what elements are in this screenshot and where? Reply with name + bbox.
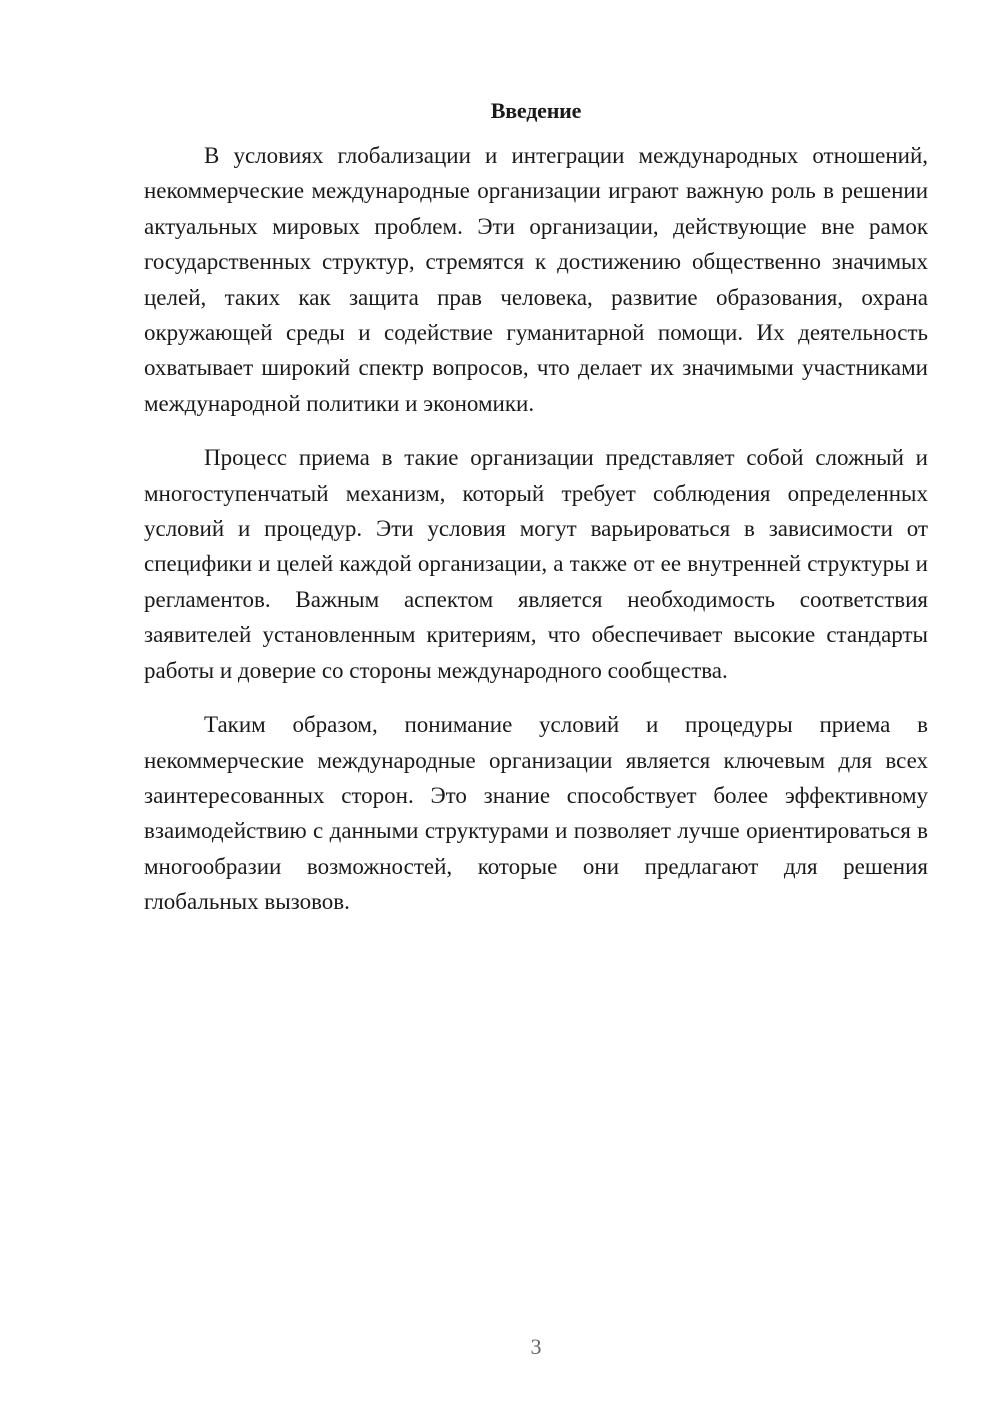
- paragraph-1: В условиях глобализации и интеграции международных отношений, некоммерческие международные организации играют важную роль в решении актуальных мировых проблем. Эти организации, действующие вне рамок государственных структур, стремятся к достижению общественно значимых целей, таких как защита прав человека, развитие образования, охрана окружающей среды и содействие гуманитарной помощи. Их деятельность охватывает широкий спектр вопросов, что делает их значимыми участниками международной политики и экономики.: [144, 143, 928, 416]
- page-number: 3: [530, 1334, 542, 1359]
- paragraph-3: Таким образом, понимание условий и процедуры приема в некоммерческие международные организации является ключевым для всех заинтересованных сторон. Это знание способствует более эффективному взаимодействию с данными структурами и позволяет лучше ориентироваться в многообразии возможностей, которые они предлагают для решения глобальных вызовов.: [144, 712, 928, 915]
- page-content: [144, 96, 928, 939]
- paragraph-2: Процесс приема в такие организации представляет собой сложный и многоступенчатый механизм, который требует соблюдения определенных условий и процедур. Эти условия могут варьироваться в зависимости от специфики и целей каждой организации, а также от ее внутренней структуры и регламентов. Важным аспектом является необходимость соответствия заявителей установленным критериям, что обеспечивает высокие стандарты работы и доверие со стороны международного сообщества.: [144, 445, 928, 683]
- section-heading: Введение: [490, 98, 582, 123]
